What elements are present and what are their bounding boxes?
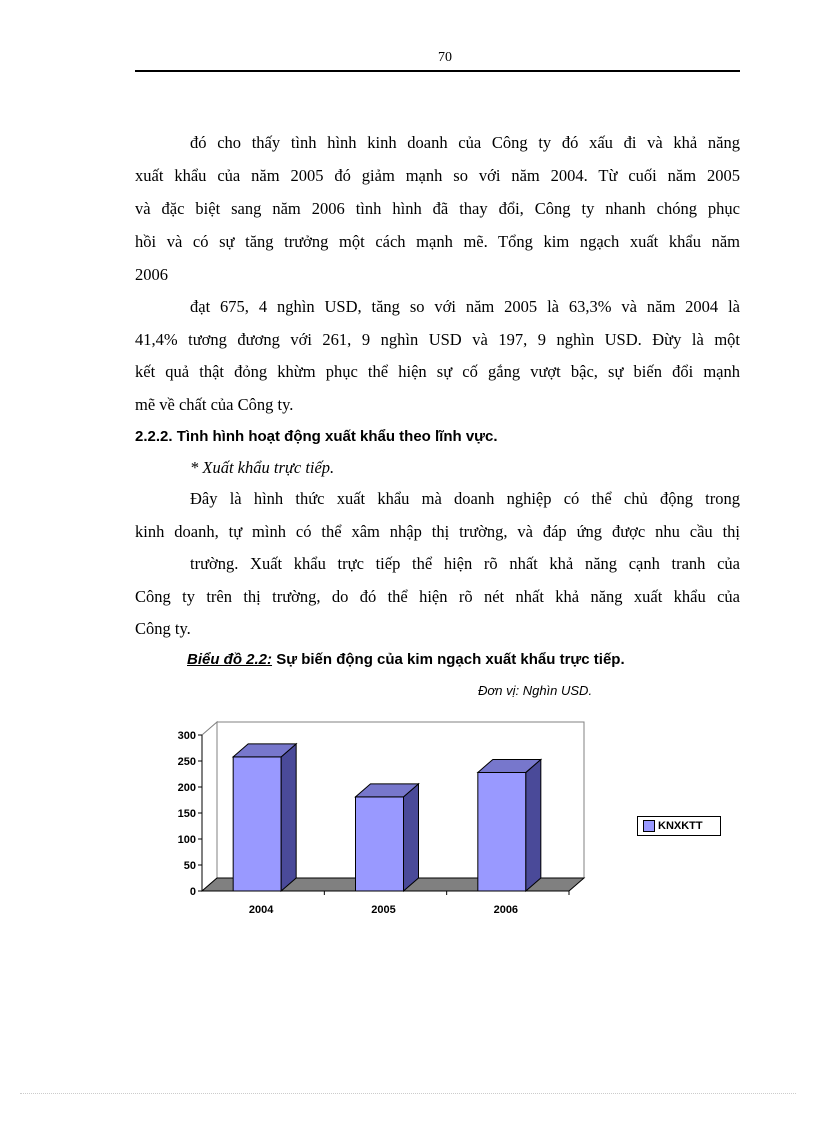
paragraph-line: Công ty. (135, 619, 191, 638)
chart-unit: Đơn vị: Nghìn USD. (478, 683, 593, 698)
chart-caption-text: Sự biến động của kim ngạch xuất khẩu trực tiếp. (276, 651, 625, 668)
paragraph-line: trường. Xuất khẩu trực tiếp thể hiện rõ nhất khả năng cạnh tranh của (190, 554, 740, 573)
x-tick-label: 2004 (248, 904, 274, 916)
bar-side (281, 744, 296, 891)
y-tick-label: 200 (177, 782, 196, 794)
y-tick-label: 300 (177, 730, 196, 742)
y-tick-label: 0 (189, 886, 196, 898)
bar-front (356, 797, 404, 891)
paragraph-line: và đặc biệt sang năm 2006 tình hình đã thay đổi, Công ty nhanh chóng phục (135, 199, 740, 218)
y-tick-label: 50 (183, 860, 196, 872)
paragraph-line: xuất khẩu của năm 2005 đó giảm mạnh so với năm 2004. Từ cuối năm 2005 (135, 166, 740, 185)
section-heading: 2.2.2. Tình hình hoạt động xuất khẩu theo lĩnh vực. (135, 428, 498, 445)
bar-side (404, 784, 419, 891)
chart-caption-label: Biểu đồ 2.2: (187, 651, 273, 668)
paragraph-line: kinh doanh, tự mình có thể xâm nhập thị trường, và đáp ứng được nhu cầu thị (135, 522, 740, 541)
paragraph-line: kết quả thật đỏng khừm phục thể hiện sự cố gắng vượt bậc, sự biến đổi mạnh (135, 362, 740, 381)
chart-side-wall (202, 722, 217, 891)
y-tick-label: 100 (177, 834, 196, 846)
paragraph-line: đó cho thấy tình hình kinh doanh của Công ty đó xấu đi và khả năng (190, 133, 740, 152)
x-tick-label: 2006 (493, 904, 519, 916)
subheading: * Xuất khẩu trực tiếp. (190, 458, 335, 477)
paragraph-line: Công ty trên thị trường, do đó thể hiện rõ nét nhất khả năng xuất khẩu của (135, 587, 740, 606)
bar-side (526, 759, 541, 891)
y-tick-label: 250 (177, 756, 196, 768)
bar-front (233, 757, 281, 891)
paragraph-line: đạt 675, 4 nghìn USD, tăng so với năm 2005 là 63,3% và năm 2004 là (190, 297, 740, 316)
footer-rule (20, 1093, 796, 1094)
y-tick-label: 150 (177, 808, 196, 820)
paragraph-line: 41,4% tương đương với 261, 9 nghìn USD và 197, 9 nghìn USD. Đừy là một (135, 330, 740, 349)
paragraph-line: hồi và có sự tăng trưởng một cách mạnh mẽ. Tổng kim ngạch xuất khẩu năm (135, 232, 740, 251)
chart-legend (637, 816, 721, 836)
bar-front (478, 772, 526, 891)
legend-label: KNXKTT (658, 820, 703, 832)
legend-swatch (643, 820, 655, 832)
paragraph-line: 2006 (135, 265, 168, 284)
x-tick-label: 2005 (371, 904, 396, 916)
paragraph-line: Đây là hình thức xuất khẩu mà doanh nghiệp có thể chủ động trong (190, 489, 740, 508)
page-number: 70 (438, 50, 452, 65)
paragraph-line: mẽ về chất của Công ty. (135, 395, 294, 414)
